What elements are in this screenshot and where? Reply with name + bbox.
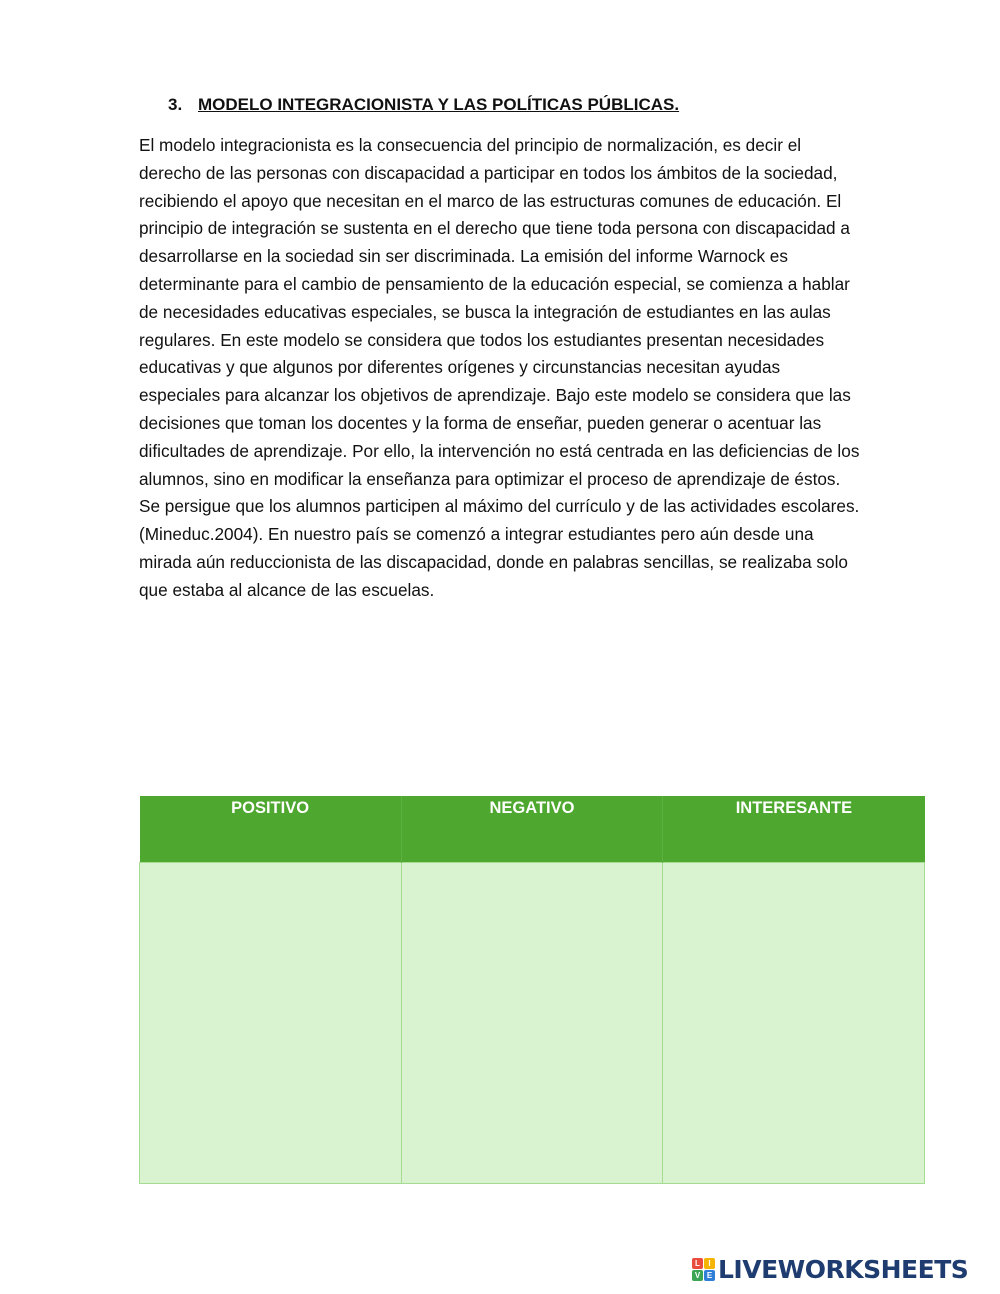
negativo-answer-cell[interactable] — [401, 863, 663, 1184]
header-interesante: INTERESANTE — [663, 796, 925, 863]
logo-mark-letter: V — [692, 1270, 703, 1281]
body-paragraph: El modelo integracionista es la consecuencia del principio de normalización, es decir el derecho de las personas con discapacidad a participar en todos los ámbitos de la sociedad, recibiendo el apoyo que necesitan en el marco de las estructuras comunes de educación. El principio de integración se sustenta en el derecho que tiene toda persona con discapacidad a desarrollarse en la sociedad sin ser discriminada. La emisión del informe Warnock es determinante para el cambio de pensamiento de la educación especial, se comienza a hablar de necesidades educativas especiales, se busca la integración de estudiantes en las aulas regulares. En este modelo se considera que todos los estudiantes presentan necesidades educativas y que algunos por diferentes orígenes y circunstancias necesitan ayudas especiales para alcanzar los objetivos de aprendizaje. Bajo este modelo se considera que las decisiones que toman los docentes y la forma de enseñar, pueden generar o acentuar las dificultades de aprendizaje. Por ello, la intervención no está centrada en las deficiencias de los alumnos, sino en modificar la enseñanza para optimizar el proceso de aprendizaje de éstos. Se persigue que los alumnos participen al máximo del currículo y de las actividades escolares.(Mineduc.2004). En nuestro país se comenzó a integrar estudiantes pero aún desde una mirada aún reduccionista de las discapacidad, donde en palabras sencillas, se realizaba solo que estaba al alcance de las escuelas. — [139, 135, 860, 600]
pni-answer-row — [140, 863, 925, 1184]
logo-mark-letter: E — [704, 1270, 715, 1281]
pni-header-row — [140, 796, 925, 863]
logo-mark-letter: I — [704, 1258, 715, 1269]
section-title: MODELO INTEGRACIONISTA Y LAS POLÍTICAS PÚBLICAS. — [198, 95, 680, 114]
interesante-answer-cell[interactable] — [663, 863, 925, 1184]
positivo-answer-cell[interactable] — [140, 863, 402, 1184]
logo-text: LIVEWORKSHEETS — [718, 1254, 969, 1284]
header-negativo: NEGATIVO — [401, 796, 663, 863]
header-positivo: POSITIVO — [140, 796, 402, 863]
section-heading — [168, 94, 679, 116]
logo-mark-letter: L — [692, 1258, 703, 1269]
liveworksheets-logo-icon — [692, 1258, 715, 1281]
liveworksheets-logo — [692, 1254, 968, 1284]
section-number: 3. — [168, 95, 183, 114]
pni-table — [139, 796, 925, 1184]
